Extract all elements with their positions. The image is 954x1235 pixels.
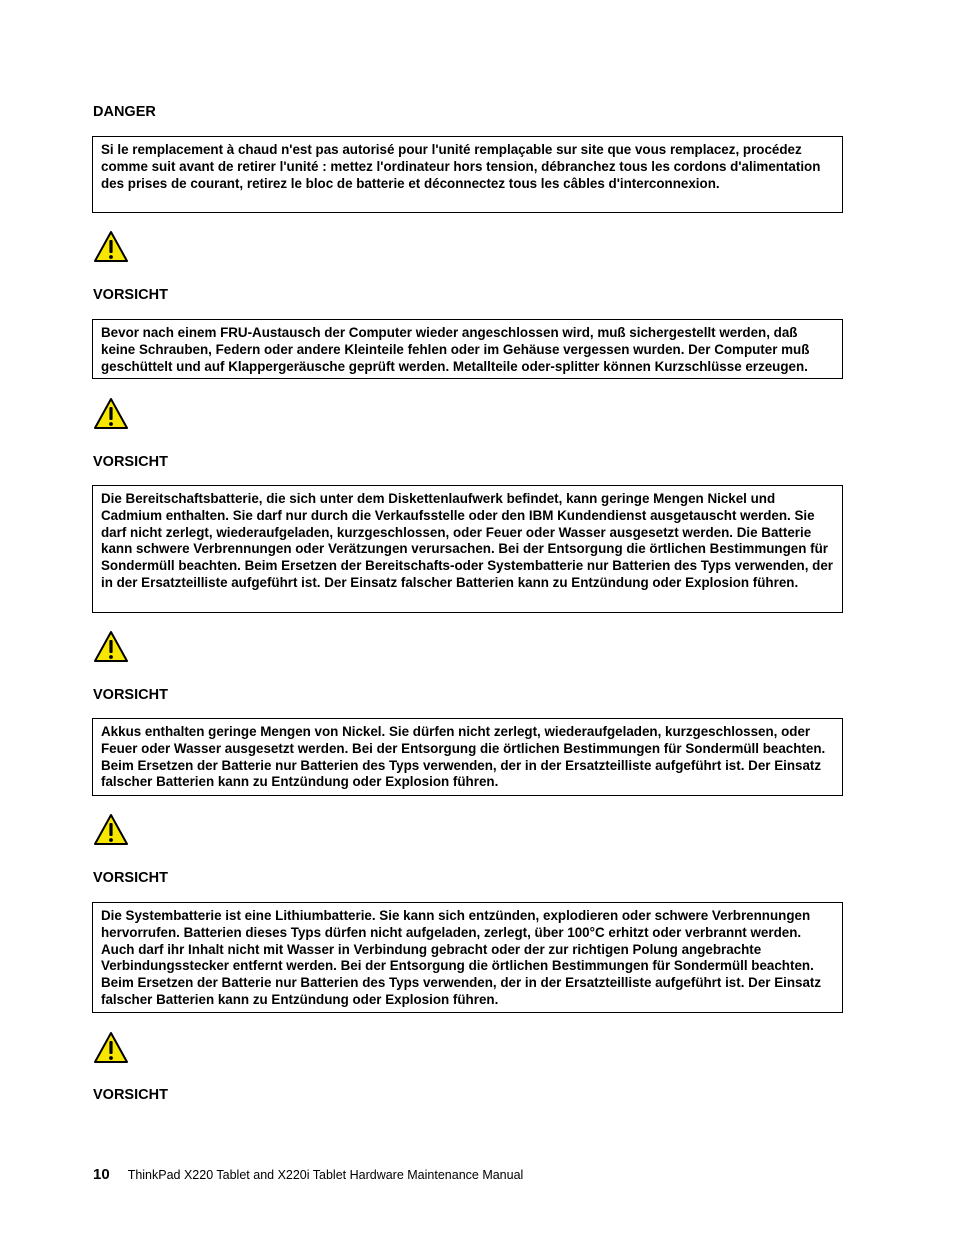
vorsicht-notice-text-4: Die Systembatterie ist eine Lithiumbatterie. Sie kann sich entzünden, explodieren oder schwere Verbrennungen hervorrufen. Batterien dieses Typs dürfen nicht aufgeladen, zerlegt, über 100°C erhitzt oder verbrannt werden. Auch darf ihr Inhalt nicht mit Wasser in Verbindung gebracht oder der zur richtigen Polung angebrachte Verbindungsstecker entfernt werden. Bei der Entsorgung die örtlichen Bestimmungen für Sondermüll beachten. Beim Ersetzen der Batterie nur Batterien des Typs verwenden, der in der Ersatzteilliste aufgeführt ist. Der Einsatz falscher Batterien kann zu Entzündung oder Explosion führen. <box>101 908 822 1007</box>
vorsicht-notice-box-1 <box>92 319 843 379</box>
vorsicht-heading-4: VORSICHT <box>93 870 168 886</box>
vorsicht-heading-1: VORSICHT <box>93 287 168 303</box>
manual-title: ThinkPad X220 Tablet and X220i Tablet Hardware Maintenance Manual <box>127 1168 524 1182</box>
vorsicht-notice-text-3: Akkus enthalten geringe Mengen von Nickel. Sie dürfen nicht zerlegt, wiederaufgeladen, kurzgeschlossen, oder Feuer oder Wasser ausgesetzt werden. Bei der Entsorgung die örtlichen Bestimmungen für Sondermüll beachten. Beim Ersetzen der Batterie nur Batterien des Typs verwenden, der in der Ersatzteilliste aufgeführt ist. Der Einsatz falscher Batterien kann zu Entzündung oder Explosion führen. <box>101 724 826 790</box>
warning-triangle-icon <box>93 397 129 430</box>
danger-heading: DANGER <box>93 104 156 120</box>
page-footer <box>93 1166 523 1186</box>
vorsicht-heading-2: VORSICHT <box>93 454 168 470</box>
danger-notice-box <box>92 136 843 213</box>
page-number: 10 <box>93 1166 110 1183</box>
vorsicht-notice-text-1: Bevor nach einem FRU-Austausch der Computer wieder angeschlossen wird, muß sichergestellt werden, daß keine Schrauben, Federn oder andere Kleinteile fehlen oder im Gehäuse vergessen wurden. Der Computer muß geschüttelt und auf Klappergeräusche geprüft werden. Metallteile oder-splitter können Kurzschlüsse erzeugen. <box>101 325 810 374</box>
danger-notice-text: Si le remplacement à chaud n'est pas autorisé pour l'unité remplaçable sur site que vous remplacez, procédez comme suit avant de retirer l'unité : mettez l'ordinateur hors tension, débranchez tous les cordons d'alimentation des prises de courant, retirez le bloc de batterie et déconnectez tous les câbles d'interconnexion. <box>101 142 821 191</box>
vorsicht-notice-box-2 <box>92 485 843 613</box>
warning-triangle-icon <box>93 230 129 263</box>
vorsicht-notice-box-3 <box>92 718 843 796</box>
vorsicht-notice-box-4 <box>92 902 843 1013</box>
warning-triangle-icon <box>93 813 129 846</box>
warning-triangle-icon <box>93 1031 129 1064</box>
vorsicht-notice-text-2: Die Bereitschaftsbatterie, die sich unter dem Diskettenlaufwerk befindet, kann geringe Mengen Nickel und Cadmium enthalten. Sie darf nur durch die Verkaufsstelle oder den IBM Kundendienst ausgetauscht werden. Sie darf nicht zerlegt, wiederaufgeladen, kurzgeschlossen, oder Feuer oder Wasser ausgesetzt werden. Die Batterie kann schwere Verbrennungen oder Verätzungen verursachen. Bei der Entsorgung die örtlichen Bestimmungen für Sondermüll beachten. Beim Ersetzen der Bereitschafts-oder Systembatterie nur Batterien des Typs verwenden, der in der Ersatzteilliste aufgeführt ist. Der Einsatz falscher Batterien kann zu Entzündung oder Explosion führen. <box>101 491 833 590</box>
warning-triangle-icon <box>93 630 129 663</box>
vorsicht-heading-3: VORSICHT <box>93 687 168 703</box>
vorsicht-heading-5: VORSICHT <box>93 1087 168 1103</box>
